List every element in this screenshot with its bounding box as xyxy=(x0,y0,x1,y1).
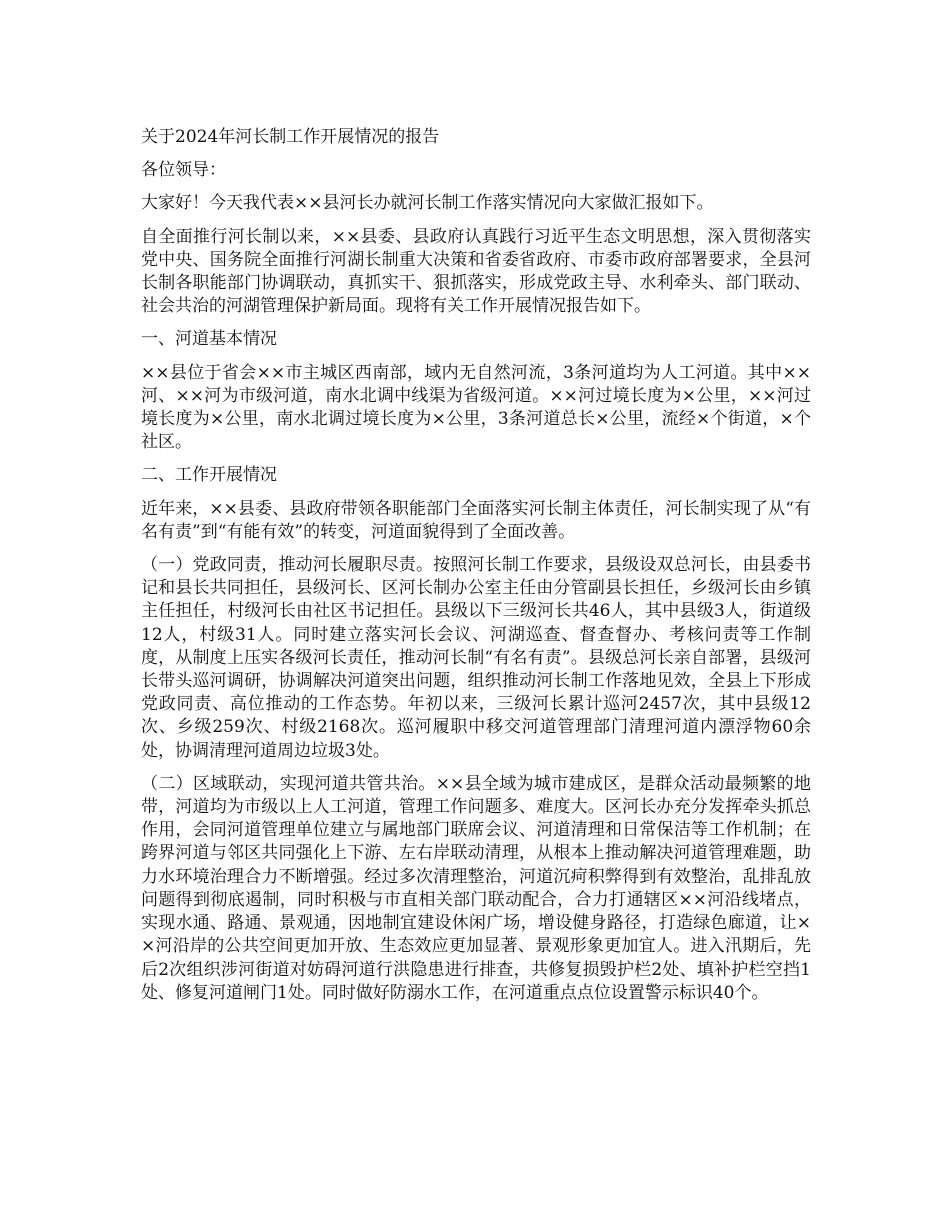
river-basics-paragraph: ××县位于省会××市主城区西南部，域内无自然河流，3条河道均为人工河道。其中××河、××河为市级河道，南水北调中线渠为省级河道。××河过境长度为×公里，××河过境长度为×公里，南水北调过境长度为×公里，3条河道总长×公里，流经×个街道，×个社区。 xyxy=(141,362,811,453)
item-party-responsibility-paragraph: （一）党政同责，推动河长履职尽责。按照河长制工作要求，县级设双总河长，由县委书记和县长共同担任，县级河长、区河长制办公室主任由分管副县长担任，乡级河长由乡镇主任担任，村级河长由社区书记担任。县级以下三级河长共46人，其中县级3人，街道级12人，村级31人。同时建立落实河长会议、河湖巡查、督查督办、考核问责等工作制度，从制度上压实各级河长责任，推动河长制“有名有责”。县级总河长亲自部署，县级河长带头巡河调研，协调解决河道突出问题，组织推动河长制工作落地见效，全县上下形成党政同责、高位推动的工作态势。年初以来，三级河长累计巡河2457次，其中县级12次、乡级259次、村级2168次。巡河履职中移交河道管理部门清理河道内漂浮物60余处，协调清理河道周边垃圾3处。 xyxy=(141,555,811,761)
greeting-paragraph: 大家好！今天我代表××县河长办就河长制工作落实情况向大家做汇报如下。 xyxy=(141,193,714,214)
section-heading-river-basics: 一、河道基本情况 xyxy=(141,329,277,350)
report-title: 关于2024年河长制工作开展情况的报告 xyxy=(141,127,440,147)
salutation: 各位领导： xyxy=(141,160,226,181)
intro-paragraph: 自全面推行河长制以来，××县委、县政府认真践行习近平生态文明思想，深入贯彻落实党中央、国务院全面推行河湖长制重大决策和省委省政府、市委市政府部署要求，全县河长制各职能部门协调联动，真抓实干、狠抓落实，形成党政主导、水利牵头、部门联动、社会共治的河湖管理保护新局面。现将有关工作开展情况报告如下。 xyxy=(141,226,811,317)
work-progress-intro-paragraph: 近年来，××县委、县政府带领各职能部门全面落实河长制主体责任，河长制实现了从“有名有责”到“有能有效”的转变，河道面貌得到了全面改善。 xyxy=(141,498,811,542)
section-heading-work-progress: 二、工作开展情况 xyxy=(141,465,277,486)
item-regional-linkage-paragraph: （二）区域联动，实现河道共管共治。××县全域为城市建成区，是群众活动最频繁的地带，河道均为市级以上人工河道，管理工作问题多、难度大。区河长办充分发挥牵头抓总作用，会同河道管理单位建立与属地部门联席会议、河道清理和日常保洁等工作机制；在跨界河道与邻区共同强化上下游、左右岸联动清理，从根本上推动解决河道管理难题，助力水环境治理合力不断增强。经过多次清理整治，河道沉疴积弊得到有效整治，乱排乱放问题得到彻底遏制，同时积极与市直相关部门联动配合，合力打通辖区××河沿线堵点，实现水通、路通、景观通，因地制宜建设休闲广场，增设健身路径，打造绿色廊道，让××河沿岸的公共空间更加开放、生态效应更加显著、景观形象更加宜人。进入汛期后，先后2次组织涉河街道对妨碍河道行洪隐患进行排查，共修复损毁护栏2处、填补护栏空挡1处、修复河道闸门1处。同时做好防溺水工作，在河道重点点位设置警示标识40个。 xyxy=(141,773,811,1003)
document-body xyxy=(141,126,811,1015)
